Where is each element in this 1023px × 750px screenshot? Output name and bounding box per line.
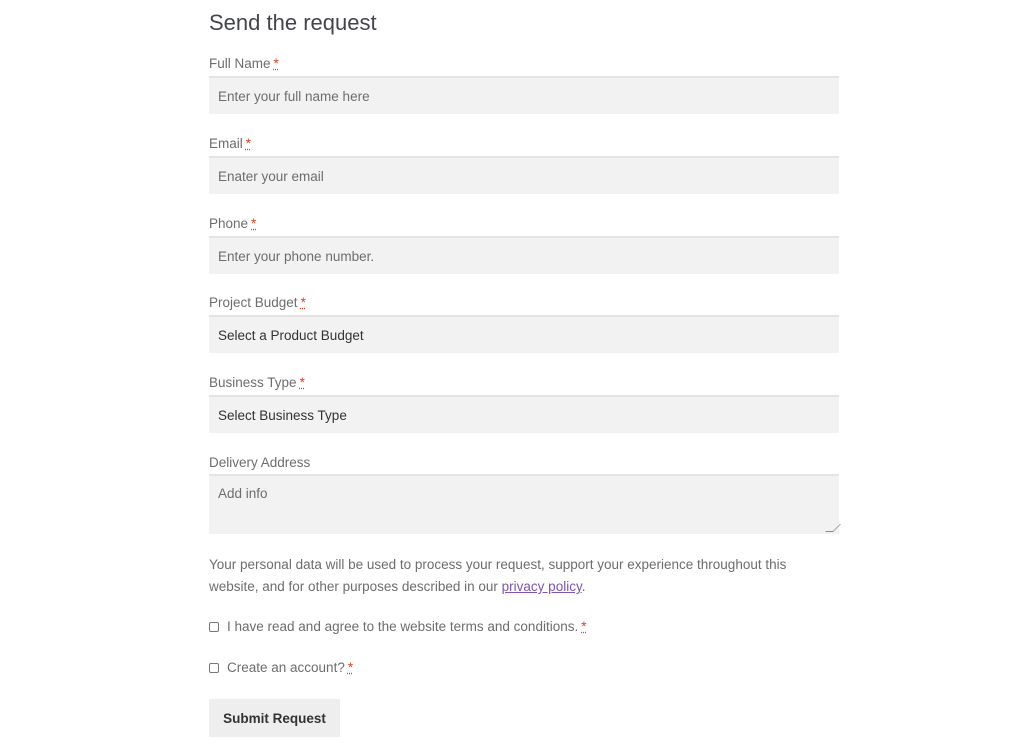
project-budget-label: Project Budget *: [209, 295, 306, 310]
terms-checkbox[interactable]: [209, 622, 219, 632]
project-budget-select[interactable]: Select a Product Budget: [209, 315, 839, 353]
terms-checkbox-row[interactable]: I have read and agree to the website terms and conditions. *: [209, 619, 586, 634]
privacy-notice: Your personal data will be used to process your request, support your experience throughout this website, and for other purposes described in our privacy policy.: [209, 557, 787, 594]
delivery-address-textarea[interactable]: [209, 474, 839, 534]
form-title: Send the request: [209, 10, 377, 35]
submit-request-button[interactable]: Submit Request: [209, 699, 340, 737]
textarea-placeholder: Add info: [218, 486, 268, 501]
resize-handle-icon[interactable]: [825, 524, 841, 532]
full-name-label: Full Name *: [209, 56, 279, 71]
create-account-checkbox[interactable]: [209, 663, 219, 673]
phone-input[interactable]: Enter your phone number.: [209, 236, 839, 274]
privacy-policy-link[interactable]: privacy policy: [501, 579, 582, 594]
email-label: Email *: [209, 136, 252, 151]
full-name-input[interactable]: Enter your full name here: [209, 76, 839, 114]
phone-label: Phone *: [209, 216, 257, 231]
delivery-address-label: Delivery Address: [209, 455, 311, 470]
business-type-select[interactable]: Select Business Type: [209, 395, 839, 433]
email-input[interactable]: Enater your email: [209, 156, 839, 194]
create-account-checkbox-row[interactable]: Create an account? *: [209, 660, 353, 675]
business-type-label: Business Type *: [209, 375, 305, 390]
